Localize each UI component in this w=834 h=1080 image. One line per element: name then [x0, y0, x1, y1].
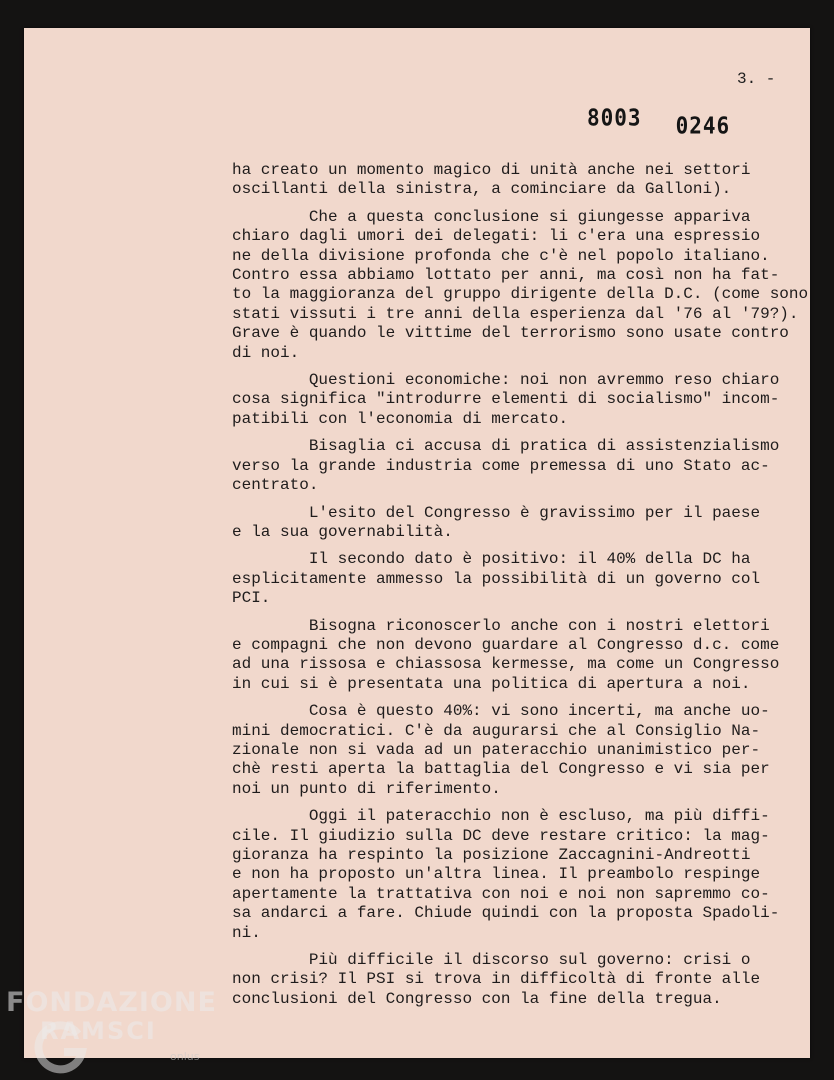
- text-line: noi un punto di riferimento.: [232, 779, 501, 798]
- text-line: ha creato un momento magico di unità anche nei settori: [232, 161, 751, 179]
- text-line: gioranza ha respinto la posizione Zaccagnini-Andreotti: [232, 846, 751, 864]
- text-line: zionale non si vada ad un pateracchio unanimistico per-: [232, 740, 761, 759]
- text-line: oscillanti della sinistra, a cominciare da Galloni).: [232, 180, 732, 199]
- typed-text-body: [232, 161, 812, 1017]
- text-line: in cui si è presentata una politica di apertura a noi.: [232, 674, 751, 693]
- paragraph: [232, 951, 812, 1009]
- text-line: esplicitamente ammesso la possibilità di un governo col: [232, 569, 761, 588]
- watermark-onlus: onlus: [170, 1050, 200, 1063]
- text-line: e non ha proposto un'altra linea. Il preambolo respinge: [232, 865, 761, 884]
- paragraph: [232, 702, 812, 799]
- stamp-number-2: 0246: [675, 112, 731, 139]
- paragraph: [232, 371, 812, 429]
- text-line: Più difficile il discorso sul governo: crisi o: [232, 951, 751, 970]
- watermark-line-2: RAMSCI: [40, 1017, 157, 1045]
- paragraph: [232, 161, 812, 200]
- text-line: Bisaglia ci accusa di pratica di assistenzialismo: [232, 437, 780, 456]
- text-line: di noi.: [232, 343, 300, 362]
- text-line: conclusioni del Congresso con la fine della tregua.: [232, 989, 722, 1008]
- stamp-number-1: 8003: [587, 104, 642, 132]
- text-line: Il secondo dato è positivo: il 40% della DC ha: [232, 550, 751, 569]
- text-line: verso la grande industria come premessa di uno Stato ac-: [232, 456, 770, 475]
- text-line: sa andarci a fare. Chiude quindi con la proposta Spadoli-: [232, 904, 780, 923]
- paragraph: [232, 550, 812, 608]
- text-line: non crisi? Il PSI si trova in difficoltà di fronte alle: [232, 970, 761, 989]
- text-line: ni.: [232, 923, 261, 942]
- text-line: e compagni che non devono guardare al Congresso d.c. come: [232, 635, 780, 654]
- paragraph: [232, 617, 812, 695]
- page-number: 3. -: [737, 70, 776, 88]
- text-line: apertamente la trattativa con noi e noi non sapremmo co-: [232, 884, 770, 903]
- text-line: patibili con l'economia di mercato.: [232, 409, 569, 428]
- text-line: e la sua governabilità.: [232, 522, 453, 541]
- text-line: centrato.: [232, 476, 319, 495]
- text-line: mini democratici. C'è da augurarsi che al Consiglio Na-: [232, 721, 761, 740]
- text-line: Che a questa conclusione si giungesse appariva: [232, 207, 751, 226]
- text-line: L'esito del Congresso è gravissimo per il paese: [232, 503, 761, 522]
- text-line: Cosa è questo 40%: vi sono incerti, ma anche uo-: [232, 702, 770, 721]
- text-line: to la maggioranza del gruppo dirigente della D.C. (come sono: [232, 285, 809, 304]
- text-line: chè resti aperta la battaglia del Congresso e vi sia per: [232, 760, 770, 779]
- text-line: Questioni economiche: noi non avremmo reso chiaro: [232, 371, 780, 390]
- watermark-line-1: FONDAZIONE: [6, 987, 217, 1018]
- text-line: Contro essa abbiamo lottato per anni, ma così non ha fat-: [232, 266, 780, 285]
- text-line: chiaro dagli umori dei delegati: li c'era una espressio: [232, 227, 761, 246]
- archive-stamp: [587, 104, 731, 139]
- watermark-g-logo-icon: [32, 1016, 94, 1078]
- text-line: ad una rissosa e chiassosa kermesse, ma come un Congresso: [232, 655, 780, 674]
- text-line: PCI.: [232, 589, 271, 608]
- paragraph: [232, 807, 812, 943]
- text-line: cosa significa "introdurre elementi di socialismo" incom-: [232, 390, 780, 409]
- paragraph: [232, 208, 812, 363]
- paragraph: [232, 437, 812, 495]
- paragraph: [232, 504, 812, 543]
- text-line: cile. Il giudizio sulla DC deve restare critico: la mag-: [232, 826, 770, 845]
- text-line: ne della divisione profonda che c'è nel popolo italiano.: [232, 246, 770, 265]
- text-line: stati vissuti i tre anni della esperienza dal '76 al '79?).: [232, 304, 799, 323]
- text-line: Oggi il pateracchio non è escluso, ma più diffi-: [232, 807, 770, 826]
- text-line: Bisogna riconoscerlo anche con i nostri elettori: [232, 616, 770, 635]
- text-line: Grave è quando le vittime del terrorismo sono usate contro: [232, 324, 789, 343]
